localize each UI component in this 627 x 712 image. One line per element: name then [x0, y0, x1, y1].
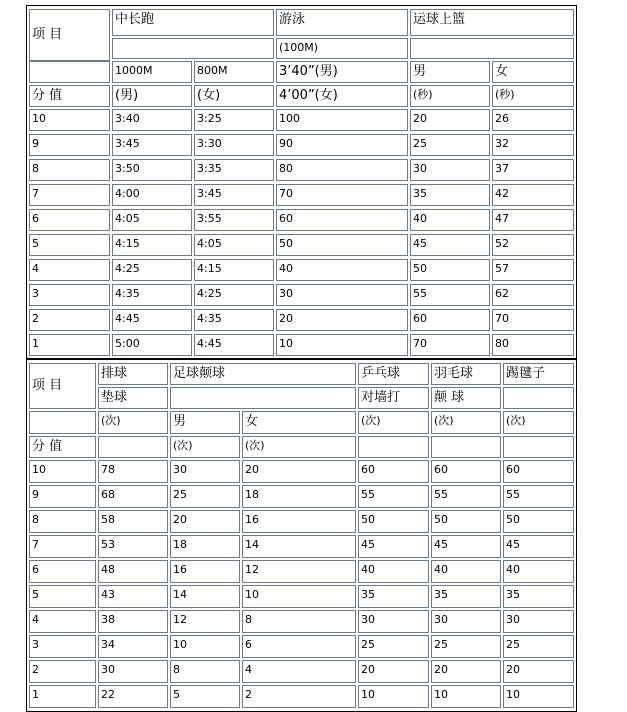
table-cell-ff: 18 [242, 485, 356, 508]
table-cell-score: 1 [29, 334, 110, 356]
table-cell-m1000: 5:00 [112, 334, 192, 356]
header-pingpong-sub: 对墙打 [358, 387, 429, 409]
blank-cell [503, 436, 574, 458]
table-cell-swim: 70 [276, 184, 408, 206]
table-cell-fm: 8 [170, 660, 240, 683]
table-cell-m1000: 3:40 [112, 109, 192, 131]
table-cell-score: 1 [29, 685, 96, 708]
table-cell-score: 6 [29, 209, 110, 231]
table-cell-swim: 90 [276, 134, 408, 156]
table-cell-bf: 42 [492, 184, 574, 206]
table-cell-bf: 62 [492, 284, 574, 306]
table-cell-swim: 30 [276, 284, 408, 306]
table-cell-score: 5 [29, 585, 96, 608]
table-cell-score: 6 [29, 560, 96, 583]
table-cell-bd: 10 [431, 685, 501, 708]
table-cell-pp: 25 [358, 635, 429, 658]
unit-seconds-male: (秒) [410, 85, 490, 107]
table-cell-score: 2 [29, 309, 110, 331]
table-cell-fm: 16 [170, 560, 240, 583]
table-cell-ff: 16 [242, 510, 356, 533]
table-cell-swim: 20 [276, 309, 408, 331]
table-cell-f800: 3:55 [194, 209, 274, 231]
header-volleyball: 排球 [98, 363, 168, 385]
table-cell-sc: 40 [503, 560, 574, 583]
table-cell-ff: 20 [242, 460, 356, 483]
table-cell-f800: 4:25 [194, 284, 274, 306]
table-cell-f800: 4:45 [194, 334, 274, 356]
table-cell-f800: 3:35 [194, 159, 274, 181]
table-cell-m1000: 4:25 [112, 259, 192, 281]
header-football: 足球颠球 [170, 363, 356, 385]
score-label-cell: 分 值 [29, 85, 110, 107]
table-cell-score: 10 [29, 109, 110, 131]
table-cell-swim: 100 [276, 109, 408, 131]
table-cell-score: 7 [29, 184, 110, 206]
table-cell-bf: 57 [492, 259, 574, 281]
header-badminton-sub: 颠 球 [431, 387, 501, 409]
header-shuttlecock-blank [503, 387, 574, 409]
header-swim-male: 3’40”(男) [276, 61, 408, 83]
header-swim: 游泳 [276, 9, 408, 36]
table-cell-bd: 25 [431, 635, 501, 658]
table-cell-volley: 58 [98, 510, 168, 533]
table-cell-sc: 20 [503, 660, 574, 683]
unit-female: (女) [194, 85, 274, 107]
table-cell-pp: 55 [358, 485, 429, 508]
table-cell-bd: 40 [431, 560, 501, 583]
blank-cell [98, 436, 168, 458]
item-label-cell: 项 目 [29, 9, 110, 61]
table-cell-fm: 25 [170, 485, 240, 508]
header-shuttlecock: 踢毽子 [503, 363, 574, 385]
table-cell-f800: 3:45 [194, 184, 274, 206]
table-cell-sc: 10 [503, 685, 574, 708]
table-cell-score: 2 [29, 660, 96, 683]
table-cell-score: 5 [29, 234, 110, 256]
table-cell-fm: 10 [170, 635, 240, 658]
table-cell-fm: 12 [170, 610, 240, 633]
header-football-blank [170, 387, 356, 409]
blank-cell [431, 436, 501, 458]
table-cell-score: 3 [29, 635, 96, 658]
table-cell-bf: 47 [492, 209, 574, 231]
table-cell-fm: 14 [170, 585, 240, 608]
table-cell-sc: 35 [503, 585, 574, 608]
table-cell-m1000: 4:15 [112, 234, 192, 256]
table-cell-fm: 30 [170, 460, 240, 483]
table-cell-score: 9 [29, 134, 110, 156]
table-cell-score: 8 [29, 510, 96, 533]
table-cell-pp: 35 [358, 585, 429, 608]
unit-male: (男) [112, 85, 192, 107]
blank-cell [358, 436, 429, 458]
header-swim-distance: (100M) [276, 38, 408, 59]
score-label-cell: 分 值 [29, 436, 96, 458]
table-cell-ff: 6 [242, 635, 356, 658]
table-cell-sc: 50 [503, 510, 574, 533]
header-basketball-female: 女 [492, 61, 574, 83]
table-cell-bm: 30 [410, 159, 490, 181]
table-cell-m1000: 4:45 [112, 309, 192, 331]
table-cell-m1000: 4:05 [112, 209, 192, 231]
table-cell-bm: 60 [410, 309, 490, 331]
header-football-female: 女 [242, 411, 356, 434]
table-cell-score: 10 [29, 460, 96, 483]
table-cell-ff: 14 [242, 535, 356, 558]
table-cell-volley: 22 [98, 685, 168, 708]
table-cell-bm: 40 [410, 209, 490, 231]
table-cell-bd: 20 [431, 660, 501, 683]
table-cell-m1000: 4:35 [112, 284, 192, 306]
table-cell-bf: 32 [492, 134, 574, 156]
table-cell-sc: 55 [503, 485, 574, 508]
table-cell-pp: 45 [358, 535, 429, 558]
table-cell-swim: 40 [276, 259, 408, 281]
header-basketball-male: 男 [410, 61, 490, 83]
header-volleyball-sub: 垫球 [98, 387, 168, 409]
table-cell-bm: 70 [410, 334, 490, 356]
blank-cell [29, 61, 110, 83]
table-cell-bd: 30 [431, 610, 501, 633]
table-cell-volley: 38 [98, 610, 168, 633]
table-cell-m1000: 3:45 [112, 134, 192, 156]
header-run-blank [112, 38, 274, 59]
table-cell-volley: 43 [98, 585, 168, 608]
table-cell-bm: 20 [410, 109, 490, 131]
header-run: 中长跑 [112, 9, 274, 36]
table-cell-swim: 60 [276, 209, 408, 231]
header-basketball-blank [410, 38, 574, 59]
table-cell-swim: 50 [276, 234, 408, 256]
table-cell-score: 4 [29, 610, 96, 633]
table-cell-pp: 60 [358, 460, 429, 483]
table-cell-bf: 37 [492, 159, 574, 181]
header-swim-female: 4’00”(女) [276, 85, 408, 107]
table-cell-pp: 10 [358, 685, 429, 708]
table-cell-bd: 55 [431, 485, 501, 508]
table-cell-fm: 20 [170, 510, 240, 533]
table-cell-f800: 3:25 [194, 109, 274, 131]
table-cell-ff: 2 [242, 685, 356, 708]
unit-times-badminton: (次) [431, 411, 501, 434]
table-cell-m1000: 3:50 [112, 159, 192, 181]
table-cell-swim: 80 [276, 159, 408, 181]
table-cell-swim: 10 [276, 334, 408, 356]
table-cell-bm: 55 [410, 284, 490, 306]
table-cell-sc: 45 [503, 535, 574, 558]
scoring-table-2 [26, 359, 577, 712]
table-cell-pp: 50 [358, 510, 429, 533]
table-cell-fm: 18 [170, 535, 240, 558]
table-cell-ff: 12 [242, 560, 356, 583]
table-cell-score: 8 [29, 159, 110, 181]
table-cell-volley: 78 [98, 460, 168, 483]
table-cell-pp: 20 [358, 660, 429, 683]
unit-times-shuttlecock: (次) [503, 411, 574, 434]
unit-seconds-female: (秒) [492, 85, 574, 107]
table-cell-pp: 40 [358, 560, 429, 583]
table-cell-f800: 4:05 [194, 234, 274, 256]
unit-times-volleyball: (次) [98, 411, 168, 434]
table-cell-ff: 10 [242, 585, 356, 608]
header-badminton: 羽毛球 [431, 363, 501, 385]
table-cell-volley: 30 [98, 660, 168, 683]
table-cell-bm: 45 [410, 234, 490, 256]
table-cell-f800: 4:35 [194, 309, 274, 331]
table-cell-score: 4 [29, 259, 110, 281]
table-cell-bd: 60 [431, 460, 501, 483]
unit-times-pingpong: (次) [358, 411, 429, 434]
table-cell-volley: 48 [98, 560, 168, 583]
table-cell-volley: 68 [98, 485, 168, 508]
table-cell-bd: 45 [431, 535, 501, 558]
table-cell-bd: 50 [431, 510, 501, 533]
table-cell-sc: 25 [503, 635, 574, 658]
table-cell-bm: 35 [410, 184, 490, 206]
table-cell-sc: 30 [503, 610, 574, 633]
table-cell-bf: 80 [492, 334, 574, 356]
table-cell-fm: 5 [170, 685, 240, 708]
header-pingpong: 乒乓球 [358, 363, 429, 385]
item-label-cell: 项 目 [29, 363, 96, 409]
table-cell-bf: 70 [492, 309, 574, 331]
table-cell-ff: 4 [242, 660, 356, 683]
table-cell-score: 7 [29, 535, 96, 558]
unit-times-football-male: (次) [170, 436, 240, 458]
table-cell-volley: 34 [98, 635, 168, 658]
header-800m: 800M [194, 61, 274, 83]
header-1000m: 1000M [112, 61, 192, 83]
blank-cell [29, 411, 96, 434]
table-cell-bf: 26 [492, 109, 574, 131]
table-cell-m1000: 4:00 [112, 184, 192, 206]
header-football-male: 男 [170, 411, 240, 434]
table-cell-score: 9 [29, 485, 96, 508]
table-cell-bm: 25 [410, 134, 490, 156]
table-cell-f800: 4:15 [194, 259, 274, 281]
table-cell-bm: 50 [410, 259, 490, 281]
table-cell-ff: 8 [242, 610, 356, 633]
unit-times-football-female: (次) [242, 436, 356, 458]
table-cell-f800: 3:30 [194, 134, 274, 156]
table-cell-bd: 35 [431, 585, 501, 608]
scoring-table-1 [26, 5, 577, 359]
table-cell-pp: 30 [358, 610, 429, 633]
table-cell-score: 3 [29, 284, 110, 306]
header-basketball: 运球上篮 [410, 9, 574, 36]
table-cell-volley: 53 [98, 535, 168, 558]
table-cell-sc: 60 [503, 460, 574, 483]
table-cell-bf: 52 [492, 234, 574, 256]
